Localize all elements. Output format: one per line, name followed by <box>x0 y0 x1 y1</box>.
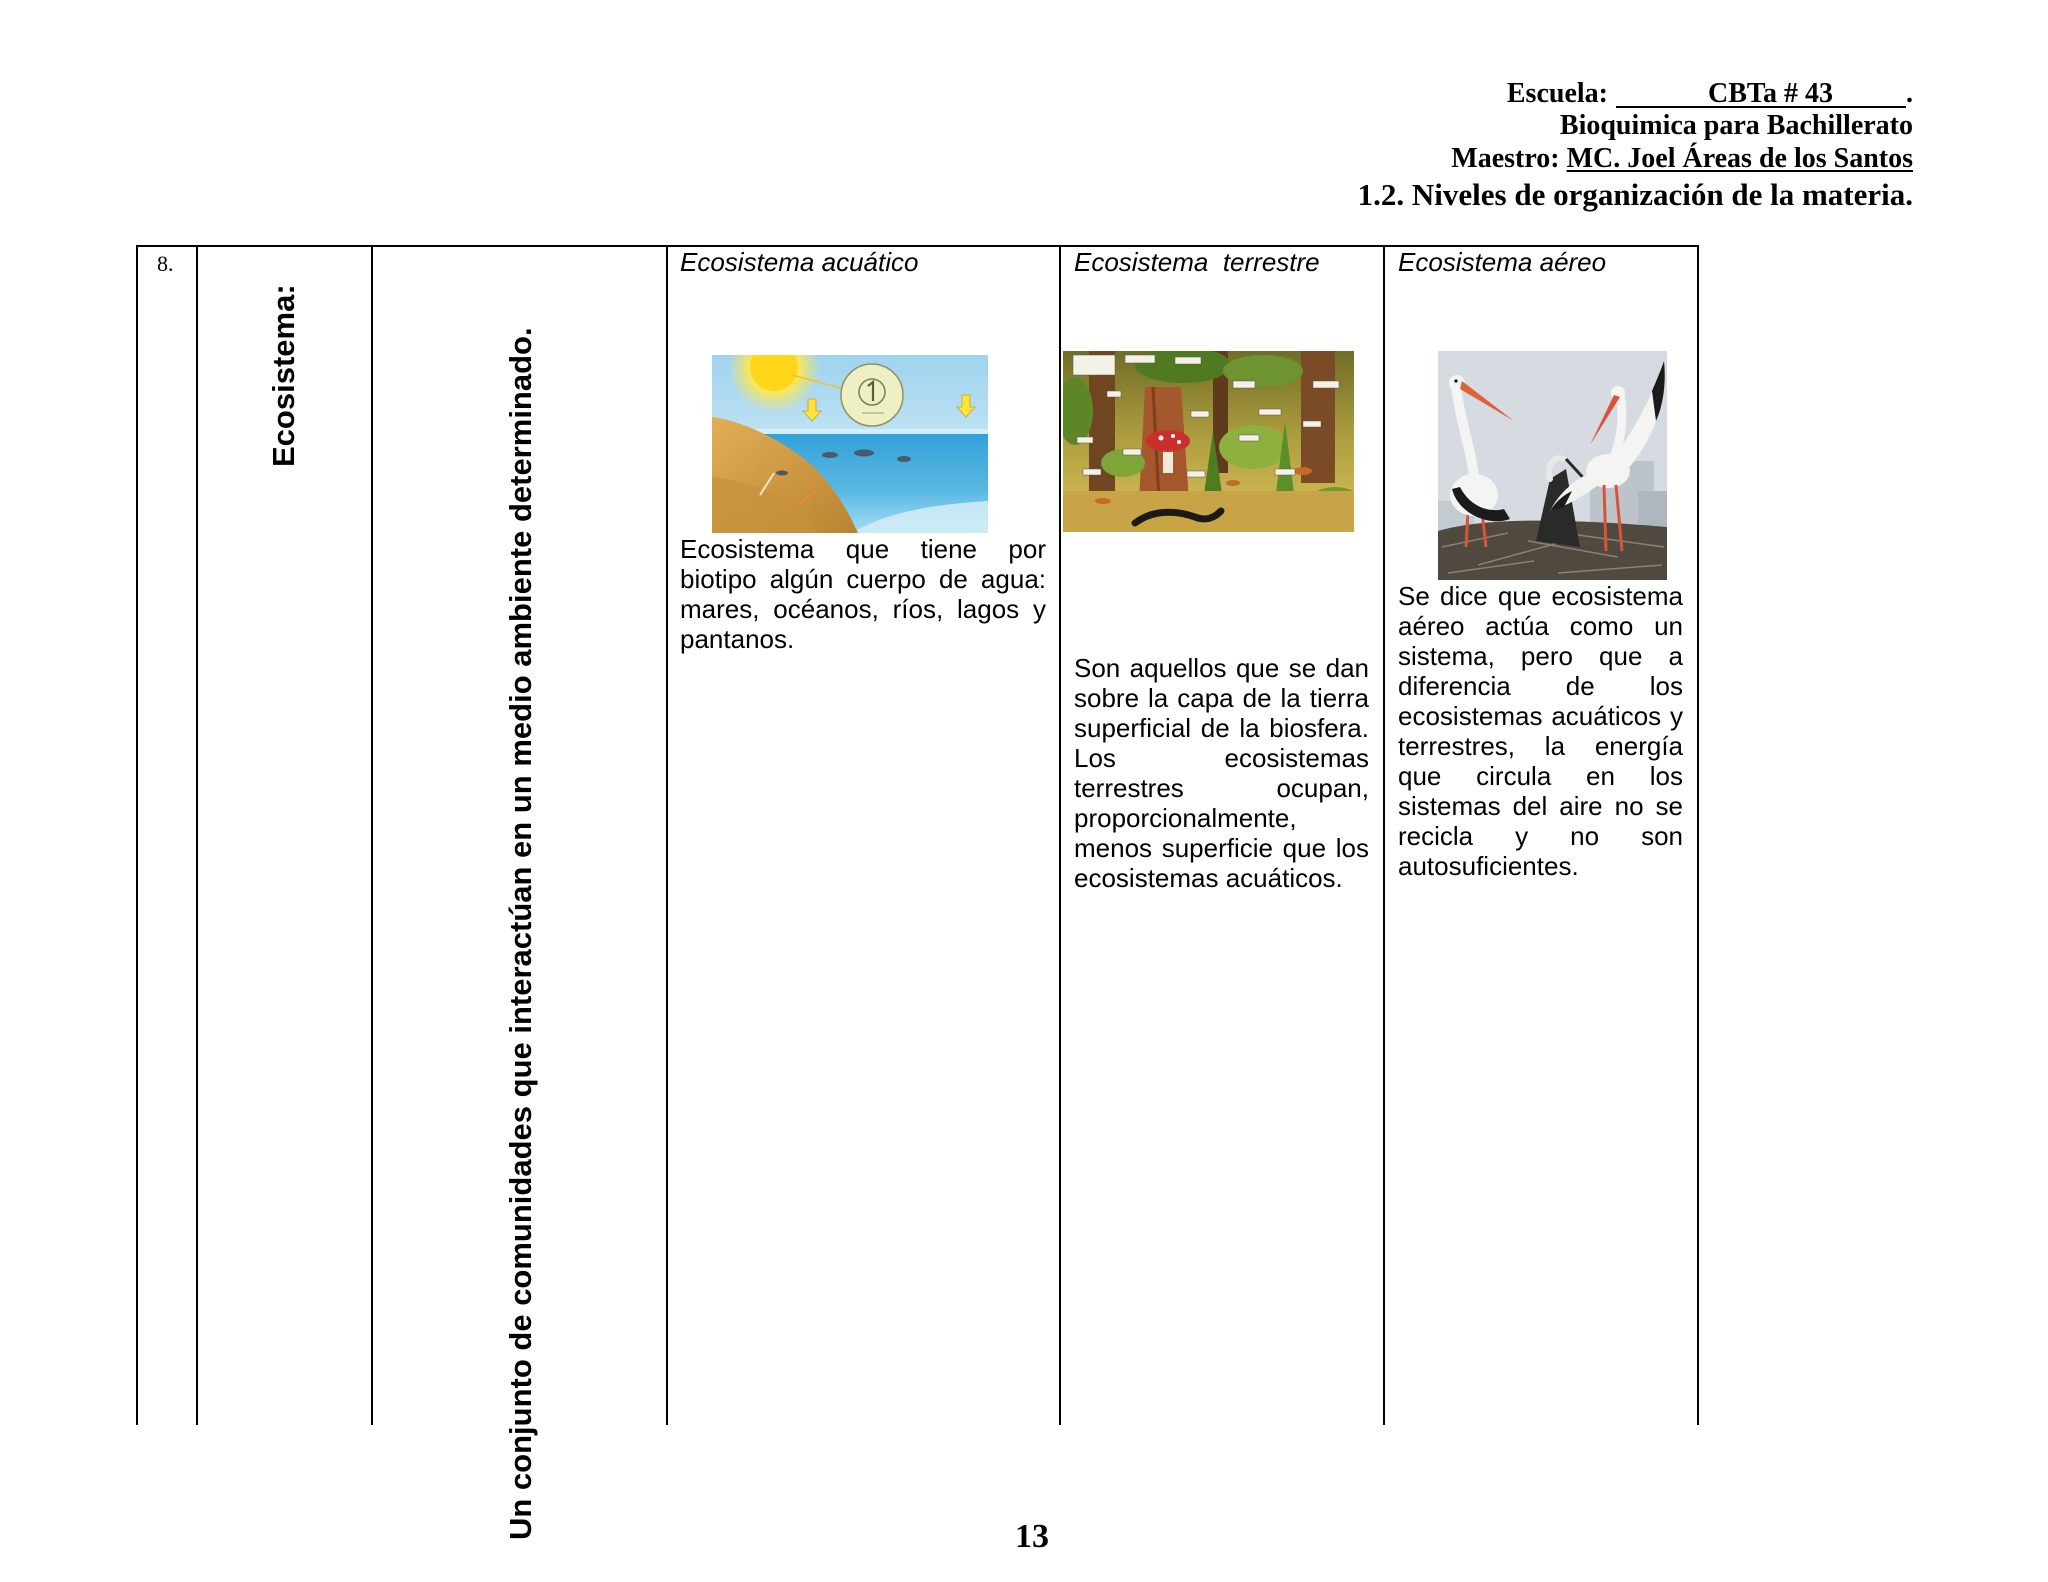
aerial-ecosystem-title: Ecosistema aéreo <box>1398 247 1607 277</box>
teacher-line <box>1451 143 1913 175</box>
school-end-mark: . <box>1906 78 1913 109</box>
forest-ground <box>1063 491 1354 532</box>
aquatic-ecosystem-title: Ecosistema acuático <box>680 247 919 277</box>
school-label: Escuela: <box>1506 78 1608 109</box>
aerial-ecosystem-illustration <box>1438 351 1667 580</box>
aquatic-ecosystem-cell <box>666 247 1059 1425</box>
terrestrial-ecosystem-title: Ecosistema terrestre <box>1074 247 1320 277</box>
subject-line: Bioquimica para Bachillerato <box>1559 110 1913 141</box>
terrestrial-ecosystem-description: Son aquellos que se dan sobre la capa de la tierra superficial de la biosfera. Los ecosistemas terrestres ocupan, proporcionalmente, menos superficie que los ecosistemas acuáticos. <box>1074 653 1369 893</box>
definition-cell <box>371 247 666 1540</box>
teacher-name: MC. Joel Áreas de los Santos <box>1566 143 1913 174</box>
aerial-ecosystem-description: Se dice que ecosistema aéreo actúa como un sistema, pero que a diferencia de los ecosistemas acuáticos y terrestres, la energía que circula en los sistemas del aire no se recicla y no son autosuficientes. <box>1398 581 1683 881</box>
terrestrial-ecosystem-illustration <box>1063 351 1354 532</box>
magnifier-circle <box>841 364 903 426</box>
aquatic-ecosystem-description: Ecosistema que tiene por biotipo algún cuerpo de agua: mares, océanos, ríos, lagos y pantanos. <box>680 534 1046 654</box>
teacher-label: Maestro: <box>1451 143 1560 174</box>
term-label: Ecosistema: <box>266 284 301 467</box>
school-line <box>1507 78 1913 110</box>
school-value: CBTa # 43 <box>1616 82 1906 108</box>
terrestrial-ecosystem-cell <box>1059 247 1383 1425</box>
definition-text: Un conjunto de comunidades que interactúan en un medio ambiente determinado. <box>503 327 538 1540</box>
aerial-ecosystem-cell <box>1383 247 1699 1425</box>
page-number: 13 <box>1015 1518 1049 1555</box>
row-number-cell <box>136 247 196 1425</box>
term-cell <box>196 247 371 1425</box>
row-number: 8. <box>157 251 174 276</box>
section-title: 1.2. Niveles de organización de la materia. <box>1357 177 1913 212</box>
aquatic-ecosystem-illustration <box>712 355 988 533</box>
